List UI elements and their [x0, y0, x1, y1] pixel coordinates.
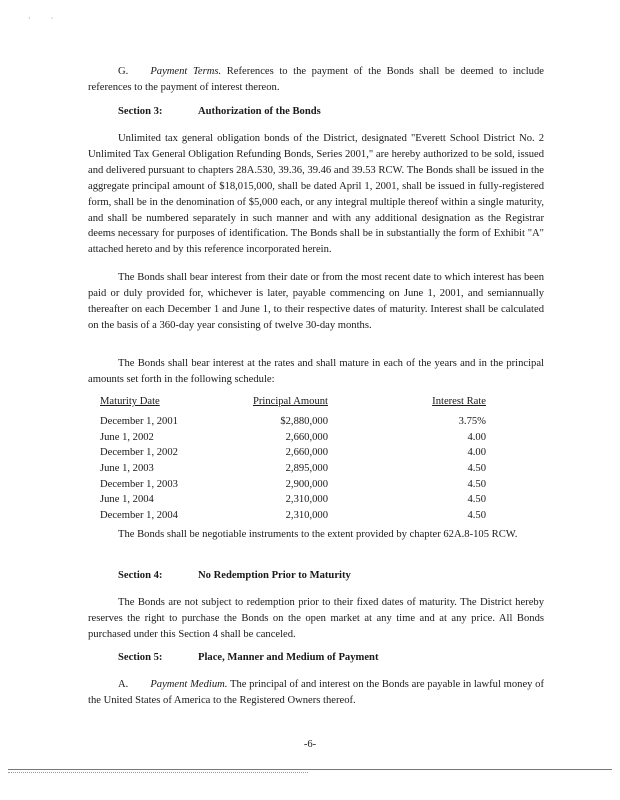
section5-label: Section 5: [118, 652, 163, 663]
table-cell-principal-amount: $2,880,000 [280, 416, 328, 427]
paragraph-g-label: G. [118, 66, 129, 77]
table-cell-principal-amount: 2,660,000 [285, 431, 328, 443]
section3-label: Section 3: [118, 106, 163, 117]
paragraph-5a-label: A. [118, 679, 129, 690]
paragraph-5a-heading: Payment Medium. [150, 679, 228, 690]
page-number: -6- [303, 739, 317, 750]
table-cell-maturity-date: December 1, 2002 [100, 447, 178, 459]
section3-paragraph-4: The Bonds shall be negotiable instruments to the extent provided by chapter 62A.8-105 RCW. [118, 529, 518, 540]
table-cell-maturity-date: June 1, 2002 [100, 431, 154, 443]
table-row [88, 479, 544, 495]
section3-heading [118, 106, 321, 117]
section5-title: Place, Manner and Medium of Payment [198, 652, 379, 663]
section4-label: Section 4: [118, 570, 163, 581]
section3-paragraph-2: The Bonds shall bear interest from their date or from the most recent date to which interest has been paid or duly provided for, whichever is later, payable commencing on June 1, 2001, and semiannually thereafter on each December 1 and June 1, to their respective dates of maturity. Interest shall be calculated on the basis of a 360-day year consisting of twelve 30-day months. [88, 272, 544, 331]
table-cell-principal-amount: 2,895,000 [285, 463, 328, 475]
table-cell-principal-amount: 2,310,000 [285, 494, 328, 506]
section3-title: Authorization of the Bonds [198, 106, 321, 117]
table-cell-maturity-date: June 1, 2004 [100, 494, 154, 506]
table-cell-maturity-date: December 1, 2004 [100, 510, 178, 522]
table-cell-principal-amount: 2,900,000 [285, 478, 328, 490]
section4-heading [118, 570, 351, 581]
paragraph-g-text: References to the payment of the Bonds shall be deemed to include references to the payment of interest thereon. [88, 66, 544, 93]
paragraph-g [88, 64, 544, 96]
table-cell-maturity-date: December 1, 2001 [100, 416, 178, 427]
table-row [88, 494, 544, 510]
footer-rule [8, 769, 612, 770]
section3-paragraph-3: The Bonds shall bear interest at the rates and shall mature in each of the years and in the principal amounts set forth in the following schedule: [88, 358, 544, 385]
table-row [88, 510, 544, 526]
table-row [88, 463, 544, 479]
table-cell-maturity-date: June 1, 2003 [100, 463, 154, 475]
paragraph-g-heading: Payment Terms. [150, 66, 222, 77]
table-header-maturity-date: Maturity Date [100, 396, 160, 407]
footer-rule-secondary [8, 772, 308, 773]
section5-heading [118, 652, 378, 663]
table-cell-interest-rate: 4.50 [467, 494, 486, 506]
table-header-interest-rate: Interest Rate [432, 396, 486, 407]
table-row [88, 416, 544, 432]
maturity-schedule-table [88, 396, 544, 526]
table-cell-principal-amount: 2,660,000 [285, 447, 328, 459]
table-header-row [88, 396, 544, 416]
table-cell-interest-rate: 4.50 [467, 510, 486, 522]
section4-title: No Redemption Prior to Maturity [198, 570, 351, 581]
section4-paragraph-1: The Bonds are not subject to redemption prior to their fixed dates of maturity. The District hereby reserves the right to purchase the Bonds on the open market at any time and at any price. All Bonds purchased under this Section 4 shall be canceled. [88, 597, 544, 640]
table-cell-interest-rate: 4.00 [467, 431, 486, 443]
table-cell-interest-rate: 4.00 [467, 447, 486, 459]
table-cell-interest-rate: 4.50 [467, 478, 486, 490]
scan-speck: · · [28, 14, 63, 23]
table-row [88, 432, 544, 448]
table-cell-interest-rate: 4.50 [467, 463, 486, 475]
table-cell-interest-rate: 3.75% [458, 416, 486, 427]
table-row [88, 447, 544, 463]
table-cell-maturity-date: December 1, 2003 [100, 478, 178, 490]
paragraph-5a [88, 677, 544, 709]
table-cell-principal-amount: 2,310,000 [285, 510, 328, 522]
section3-paragraph-1: Unlimited tax general obligation bonds of the District, designated "Everett School District No. 2 Unlimited Tax General Obligation Refunding Bonds, Series 2001," are hereby authorized to be sold, issued and delivered pursuant to chapters 28A.530, 39.36, 39.46 and 39.53 RCW. The Bonds shall be issued in the aggregate principal amount of $18,015,000, shall be dated April 1, 2001, shall be issued in fully-registered form, shall be in the denomination of $5,000 each, or any integral multiple thereof within a single maturity, and shall be numbered separately in such manner and with any additional designation as the Registrar deems necessary for purposes of identification. The Bonds shall be in substantially the form of Exhibit "A" attached hereto and by this reference incorporated herein. [88, 133, 544, 256]
table-header-principal-amount: Principal Amount [252, 396, 328, 407]
paragraph-5a-text: The principal of and interest on the Bonds are payable in lawful money of the United States of America to the Registered Owners thereof. [88, 679, 544, 706]
